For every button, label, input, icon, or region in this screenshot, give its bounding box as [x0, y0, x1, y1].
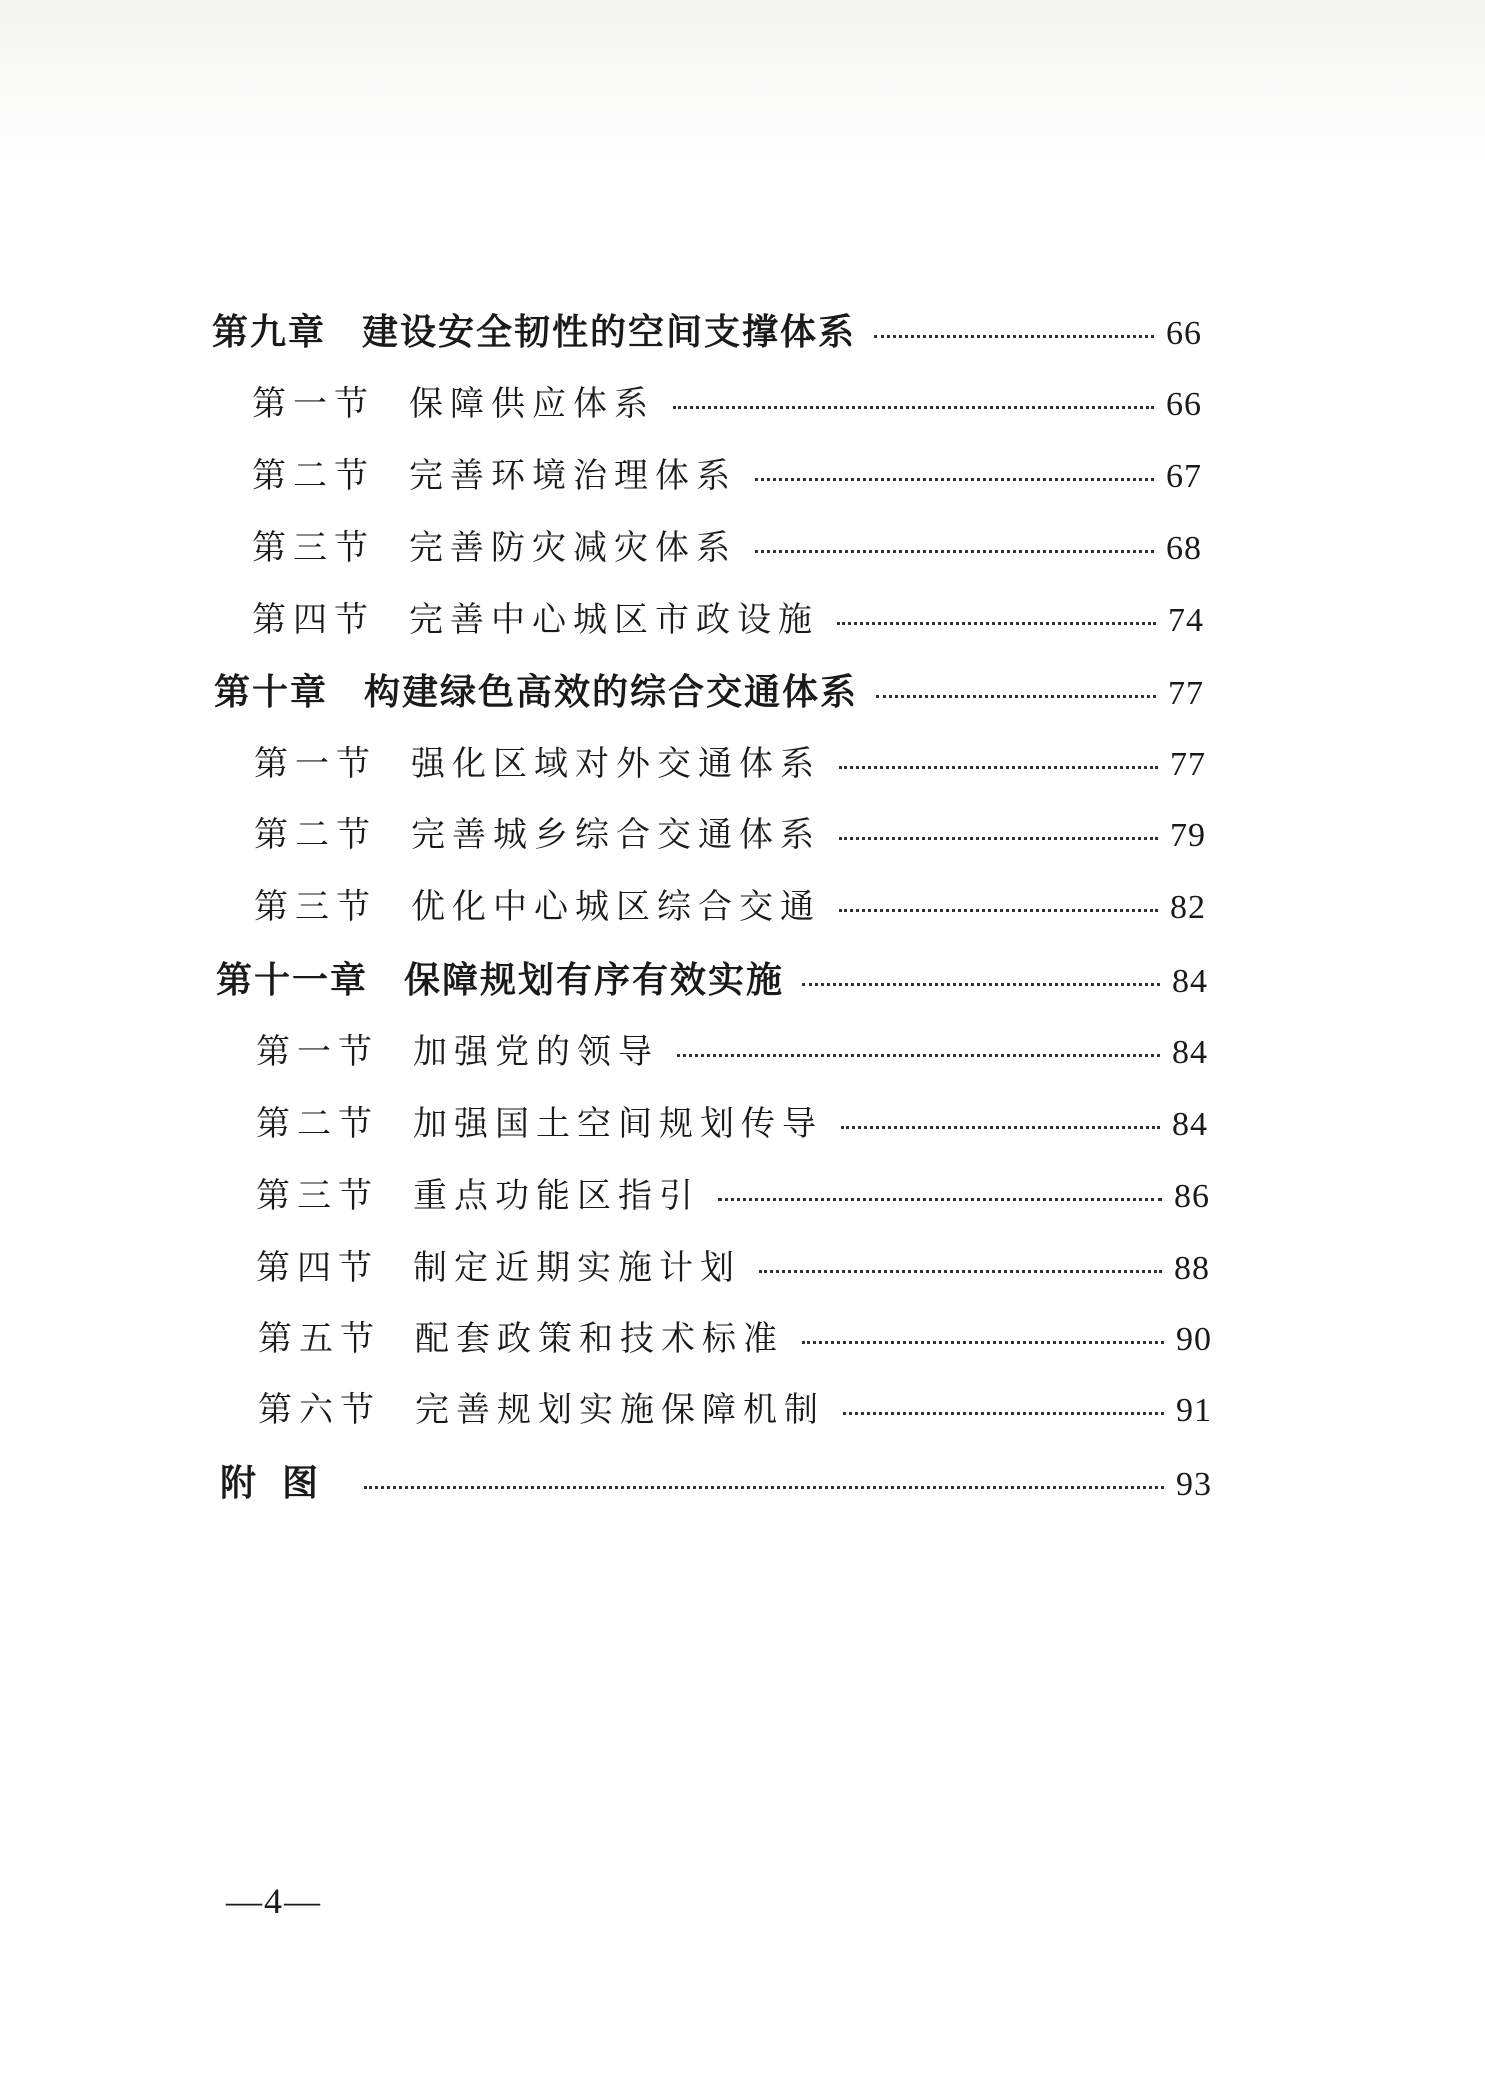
- leader-dots: [841, 1126, 1160, 1129]
- toc-entry-title: 完善防灾减灾体系: [409, 528, 737, 568]
- toc-entry-page: 66: [1166, 386, 1202, 423]
- toc-entry-section[interactable]: [258, 1382, 1212, 1431]
- page-number: —4—: [226, 1881, 322, 1921]
- toc-entry-page: 68: [1166, 530, 1202, 567]
- toc-entry-title: 完善城乡综合交通体系: [411, 815, 821, 855]
- leader-dots: [364, 1486, 1164, 1489]
- toc-entry-section[interactable]: [254, 807, 1206, 856]
- leader-dots: [755, 478, 1154, 481]
- leader-dots: [802, 983, 1160, 986]
- toc-entry-label: 第九章: [212, 312, 327, 353]
- toc-entry-page: 84: [1172, 963, 1208, 1000]
- leader-dots: [839, 909, 1158, 912]
- toc-entry-page: 93: [1176, 1466, 1212, 1503]
- toc-entry-section[interactable]: [256, 1096, 1208, 1145]
- toc-entry-title: 配套政策和技术标准: [415, 1319, 784, 1359]
- toc-entry-title: 构建绿色高效的综合交通体系: [364, 672, 859, 713]
- toc-entry-title: 制定近期实施计划: [413, 1248, 741, 1288]
- toc-entry-title: 建设安全韧性的空间支撑体系: [362, 312, 857, 353]
- toc-entry-page: 84: [1172, 1106, 1208, 1143]
- toc-entry-page: 90: [1176, 1321, 1212, 1358]
- toc-entry-label: 第一节: [254, 744, 377, 784]
- leader-dots: [839, 766, 1158, 769]
- leader-dots: [677, 1054, 1160, 1057]
- toc-entry-title: 加强党的领导: [413, 1032, 659, 1072]
- toc-entry-page: 86: [1174, 1178, 1210, 1215]
- toc-entry-section[interactable]: [256, 1240, 1210, 1289]
- toc-entry-title: 强化区域对外交通体系: [411, 744, 821, 784]
- toc-entry-title: 保障供应体系: [409, 384, 655, 424]
- toc-entry-title: 完善中心城区市政设施: [409, 600, 819, 640]
- toc-entry-label: 第二节: [256, 1104, 379, 1144]
- toc-entry-section[interactable]: [252, 448, 1202, 497]
- toc-entry-page: 74: [1168, 602, 1204, 639]
- toc-entry-page: 67: [1166, 458, 1202, 495]
- toc-entry-section[interactable]: [252, 520, 1202, 569]
- toc-entry-page: 84: [1172, 1034, 1208, 1071]
- toc-entry-title: 保障规划有序有效实施: [404, 960, 785, 1001]
- toc-entry-section[interactable]: [256, 1024, 1208, 1073]
- toc-entry-label: 第四节: [252, 600, 375, 640]
- toc-entry-section[interactable]: [258, 1311, 1212, 1360]
- leader-dots: [718, 1198, 1162, 1201]
- toc-entry-page: 91: [1176, 1392, 1212, 1429]
- toc-entry-label: 第四节: [256, 1248, 379, 1288]
- leader-dots: [876, 695, 1156, 698]
- toc-entry-section[interactable]: [252, 376, 1202, 425]
- leader-dots: [802, 1341, 1164, 1344]
- toc-entry-page: 82: [1170, 889, 1206, 926]
- toc-entry-label: 第一节: [256, 1032, 379, 1072]
- toc-entry-appendix[interactable]: [220, 1455, 1212, 1506]
- leader-dots: [755, 550, 1154, 553]
- toc-entry-section[interactable]: [252, 592, 1204, 641]
- toc-entry-label: 第二节: [252, 456, 375, 496]
- toc-entry-label: 第一节: [252, 384, 375, 424]
- toc-entry-label: 第三节: [254, 887, 377, 927]
- toc-entry-title: 完善规划实施保障机制: [415, 1390, 825, 1430]
- toc-entry-label: 第二节: [254, 815, 377, 855]
- toc-entry-section[interactable]: [254, 879, 1206, 928]
- leader-dots: [837, 622, 1156, 625]
- leader-dots: [843, 1412, 1164, 1415]
- toc-entry-section[interactable]: [256, 1168, 1210, 1217]
- leader-dots: [839, 837, 1158, 840]
- toc-entry-title: 优化中心城区综合交通: [411, 887, 821, 927]
- toc-entry-label: 第三节: [256, 1176, 379, 1216]
- toc-entry-section[interactable]: [254, 736, 1206, 785]
- toc-entry-page: 66: [1166, 315, 1202, 352]
- toc-entry-chapter-10[interactable]: [214, 664, 1204, 715]
- toc-entry-label: 第六节: [258, 1390, 381, 1430]
- toc-entry-label: 第十一章: [216, 960, 369, 1001]
- toc-entry-page: 77: [1170, 746, 1206, 783]
- toc-entry-chapter-9[interactable]: [212, 304, 1202, 355]
- leader-dots: [874, 335, 1154, 338]
- toc-entry-chapter-11[interactable]: [216, 952, 1208, 1003]
- toc-entry-title: 加强国土空间规划传导: [413, 1104, 823, 1144]
- toc-entry-label: 第三节: [252, 528, 375, 568]
- toc-entry-page: 88: [1174, 1250, 1210, 1287]
- leader-dots: [759, 1270, 1162, 1273]
- toc-entry-page: 79: [1170, 817, 1206, 854]
- toc-entry-label: 第十章: [214, 672, 329, 713]
- leader-dots: [673, 406, 1154, 409]
- toc-entry-page: 77: [1168, 675, 1204, 712]
- toc-entry-title: 重点功能区指引: [413, 1176, 700, 1216]
- toc-entry-label: 附图: [220, 1463, 345, 1504]
- toc-entry-label: 第五节: [258, 1319, 381, 1359]
- toc-entry-title: 完善环境治理体系: [409, 456, 737, 496]
